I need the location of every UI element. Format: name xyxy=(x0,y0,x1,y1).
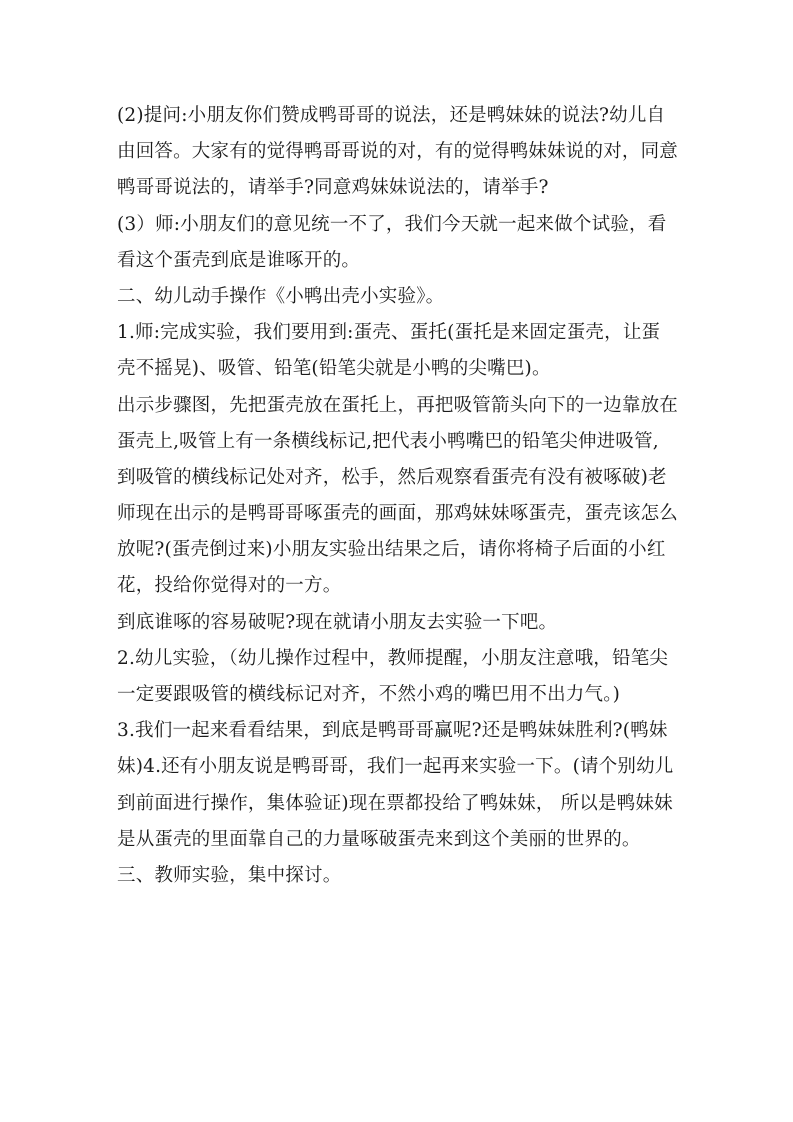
paragraph-who-pecks xyxy=(117,605,677,641)
paragraph-step-2 xyxy=(117,641,677,713)
text-line: 妹)4.还有小朋友说是鸭哥哥，我们一起再来实验一下。(请个别幼儿 xyxy=(117,756,674,778)
paragraph-teacher-3 xyxy=(117,207,677,279)
heading-line: 二、幼儿动手操作《小鸭出壳小实验》。 xyxy=(117,285,445,307)
text-line: 3.我们一起来看看结果，到底是鸭哥哥赢呢?还是鸭妹妹胜利?(鸭妹 xyxy=(117,720,668,742)
text-line: 师现在出示的是鸭哥哥啄蛋壳的画面，那鸡妹妹啄蛋壳，蛋壳该怎么 xyxy=(117,503,679,525)
text-line: 由回答。大家有的觉得鸭哥哥说的对，有的觉得鸭妹妹说的对，同意 xyxy=(117,141,679,163)
paragraph-step-diagram xyxy=(117,388,677,605)
text-line: 壳不摇晃)、吸管、铅笔(铅笔尖就是小鸭的尖嘴巴)。 xyxy=(117,358,551,380)
text-line: 到前面进行操作，集体验证)现在票都投给了鸭妹妹， 所以是鸭妹妹 xyxy=(117,792,673,814)
text-line: (2)提问:小朋友你们赞成鸭哥哥的说法，还是鸭妹妹的说法?幼儿自 xyxy=(117,105,666,126)
text-line: 是从蛋壳的里面靠自己的力量啄破蛋壳来到这个美丽的世界的。 xyxy=(117,828,641,850)
paragraph-step-1 xyxy=(117,315,677,387)
text-line: (3）师:小朋友们的意见统一不了，我们今天就一起来做个试验，看 xyxy=(117,213,667,235)
section-heading-3 xyxy=(117,858,677,894)
document-page xyxy=(117,98,677,894)
text-line: 出示步骤图，先把蛋壳放在蛋托上，再把吸管箭头向下的一边靠放在 xyxy=(117,394,679,416)
heading-line: 三、教师实验，集中探讨。 xyxy=(117,864,342,886)
text-line: 1.师:完成实验，我们要用到:蛋壳、蛋托(蛋托是来固定蛋壳，让蛋 xyxy=(117,322,661,344)
text-line: 看这个蛋壳到底是谁啄开的。 xyxy=(117,249,361,271)
section-heading-2 xyxy=(117,279,677,315)
text-line: 一定要跟吸管的横线标记对齐，不然小鸡的嘴巴用不出力气。) xyxy=(117,684,621,705)
paragraph-step-3-4 xyxy=(117,713,677,858)
text-line: 到吸管的横线标记处对齐，松手，然后观察看蛋壳有没有被啄破)老 xyxy=(117,466,667,488)
paragraph-question-2 xyxy=(117,98,677,207)
text-line: 鸭哥哥说法的，请举手?同意鸡妹妹说法的，请举手? xyxy=(117,177,549,199)
text-line: 蛋壳上,吸管上有一条横线标记,把代表小鸭嘴巴的铅笔尖伸进吸管, xyxy=(117,430,659,452)
text-line: 花，投给你觉得对的一方。 xyxy=(117,575,342,597)
text-line: 放呢?(蛋壳倒过来)小朋友实验出结果之后，请你将椅子后面的小红 xyxy=(117,539,666,561)
text-line: 到底谁啄的容易破呢?现在就请小朋友去实验一下吧。 xyxy=(117,611,558,633)
text-line: 2.幼儿实验，（幼儿操作过程中，教师提醒，小朋友注意哦，铅笔尖 xyxy=(117,647,669,669)
